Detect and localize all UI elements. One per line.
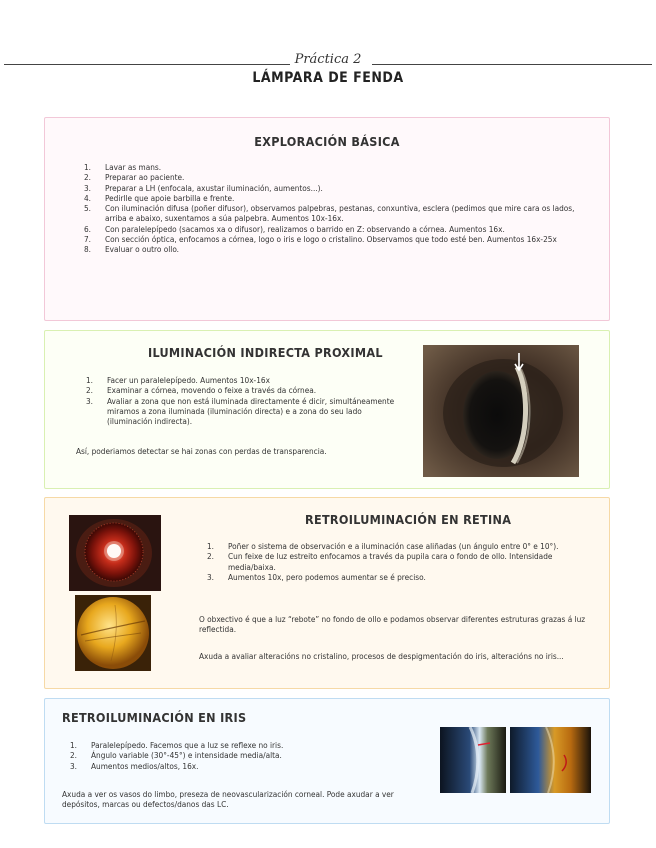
cataract-retro-photo xyxy=(75,595,151,671)
list-item-text: Examinar a córnea, movendo o feixe a través da córnea. xyxy=(107,385,317,396)
retina-item xyxy=(207,572,587,582)
iris-item xyxy=(70,740,420,750)
exploracion-list xyxy=(84,162,589,255)
indirecta-list xyxy=(86,375,404,426)
list-number: 2. xyxy=(207,551,215,562)
list-item-text: Aumentos medios/altos, 16x. xyxy=(91,760,199,771)
list-item-text: Con paralelepípedo (sacamos xa o difusor), realizamos o barrido en Z: observando a córnea. Aumentos 16x. xyxy=(105,223,505,234)
retina-item xyxy=(207,551,587,572)
list-number: 1. xyxy=(207,541,215,551)
exploracion-item xyxy=(84,203,589,224)
iris-retro-photo-2 xyxy=(510,727,591,793)
iris-item xyxy=(70,761,420,771)
section-retina-title: RETROILUMINACIÓN EN RETINA xyxy=(305,512,512,527)
exploracion-item xyxy=(84,234,589,244)
list-item-text: Cun feixe de luz estreito enfocamos a través da pupila cara o fondo de ollo. Intensidade media/baixa. xyxy=(228,551,553,572)
list-item-text: Avaliar a zona que non está iluminada directamente é dicir, simultáneamente miramos a zona iluminada (iluminación directa) e a zona do seu lado (iluminación indirecta). xyxy=(107,395,395,427)
list-number: 5. xyxy=(84,203,92,214)
list-number: 6. xyxy=(84,223,92,234)
list-number: 7. xyxy=(84,234,92,245)
list-item-text: Lavar as mans. xyxy=(105,162,162,172)
section-iris-title: RETROILUMINACIÓN EN IRIS xyxy=(62,710,247,725)
list-number: 8. xyxy=(84,244,92,255)
retina-note-1: O obxectivo é que a luz “rebote” no fondo de ollo e podamos observar diferentes estruturas grazas á luz reflectida. xyxy=(199,614,586,635)
list-item-text: Poñer o sistema de observación e a iluminación case aliñadas (un ángulo entre 0° e 10°). xyxy=(228,541,559,551)
section-indirecta-title: ILUMINACIÓN INDIRECTA PROXIMAL xyxy=(148,345,383,360)
page-title: LÁMPARA DE FENDA xyxy=(252,70,404,86)
exploracion-item xyxy=(84,183,589,193)
exploracion-item xyxy=(84,224,589,234)
list-number: 2. xyxy=(84,172,92,183)
section-exploracion-title: EXPLORACIÓN BÁSICA xyxy=(254,134,400,149)
indirecta-item xyxy=(86,396,404,427)
list-number: 1. xyxy=(84,162,92,172)
list-number: 2. xyxy=(86,385,94,396)
iris-retro-photo-1 xyxy=(440,727,506,793)
indirecta-note: Así, poderiamos detectar se hai zonas con perdas de transparencia. xyxy=(76,446,327,456)
list-item-text: Evaluar o outro ollo. xyxy=(105,244,180,255)
eye-slit-photo xyxy=(423,345,579,477)
list-number: 3. xyxy=(86,395,94,406)
list-item-text: Aumentos 10x, pero podemos aumentar se é preciso. xyxy=(228,571,426,582)
list-item-text: Ángulo variable (30°-45°) e intensidade media/alta. xyxy=(91,750,282,761)
exploracion-item xyxy=(84,162,589,172)
list-item-text: Preparar ao paciente. xyxy=(105,172,185,183)
exploracion-item xyxy=(84,244,589,254)
list-number: 3. xyxy=(84,182,92,193)
list-item-text: Paralelepípedo. Facemos que a luz se reflexe no iris. xyxy=(91,740,284,750)
iris-item xyxy=(70,750,420,760)
iris-note: Axuda a ver os vasos do limbo, preseza de neovascularización corneal. Pode axudar a ver depósitos, marcas ou defectos/danos das LC. xyxy=(62,789,394,810)
list-item-text: Facer un paralelepípedo. Aumentos 10x-16x xyxy=(107,375,270,385)
page-header xyxy=(0,50,656,92)
list-item-text: Con iluminación difusa (poñer difusor), observamos palpebras, pestanas, conxuntiva, esclera (pedimos que mire cara os lados, arriba e abaixo, suxentamos a súa palpebra. Aumentos 10x-16x. xyxy=(105,203,575,224)
list-number: 4. xyxy=(84,192,92,203)
exploracion-item xyxy=(84,172,589,182)
exploracion-item xyxy=(84,193,589,203)
practica-label: Práctica 2 xyxy=(294,52,362,67)
red-reflex-photo xyxy=(69,515,161,591)
list-item-text: Con sección óptica, enfocamos a córnea, logo o iris e logo o cristalino. Observamos que todo esté ben. Aumentos 16x-25x xyxy=(105,234,557,245)
list-item-text: Pedirlle que apoie barbilla e frente. xyxy=(105,192,235,203)
iris-list xyxy=(70,740,420,771)
list-number: 1. xyxy=(70,740,78,750)
indirecta-item xyxy=(86,375,404,385)
list-number: 3. xyxy=(207,571,215,582)
retina-item xyxy=(207,541,587,551)
list-number: 1. xyxy=(86,375,94,385)
retina-list xyxy=(207,541,587,582)
list-item-text: Preparar a LH (enfocala, axustar iluminación, aumentos...). xyxy=(105,182,323,193)
list-number: 3. xyxy=(70,760,78,771)
retina-note-2: Axuda a avaliar alteracións no cristalino, procesos de despigmentación do iris, alteracións no iris... xyxy=(199,651,564,661)
list-number: 2. xyxy=(70,750,78,761)
indirecta-item xyxy=(86,385,404,395)
